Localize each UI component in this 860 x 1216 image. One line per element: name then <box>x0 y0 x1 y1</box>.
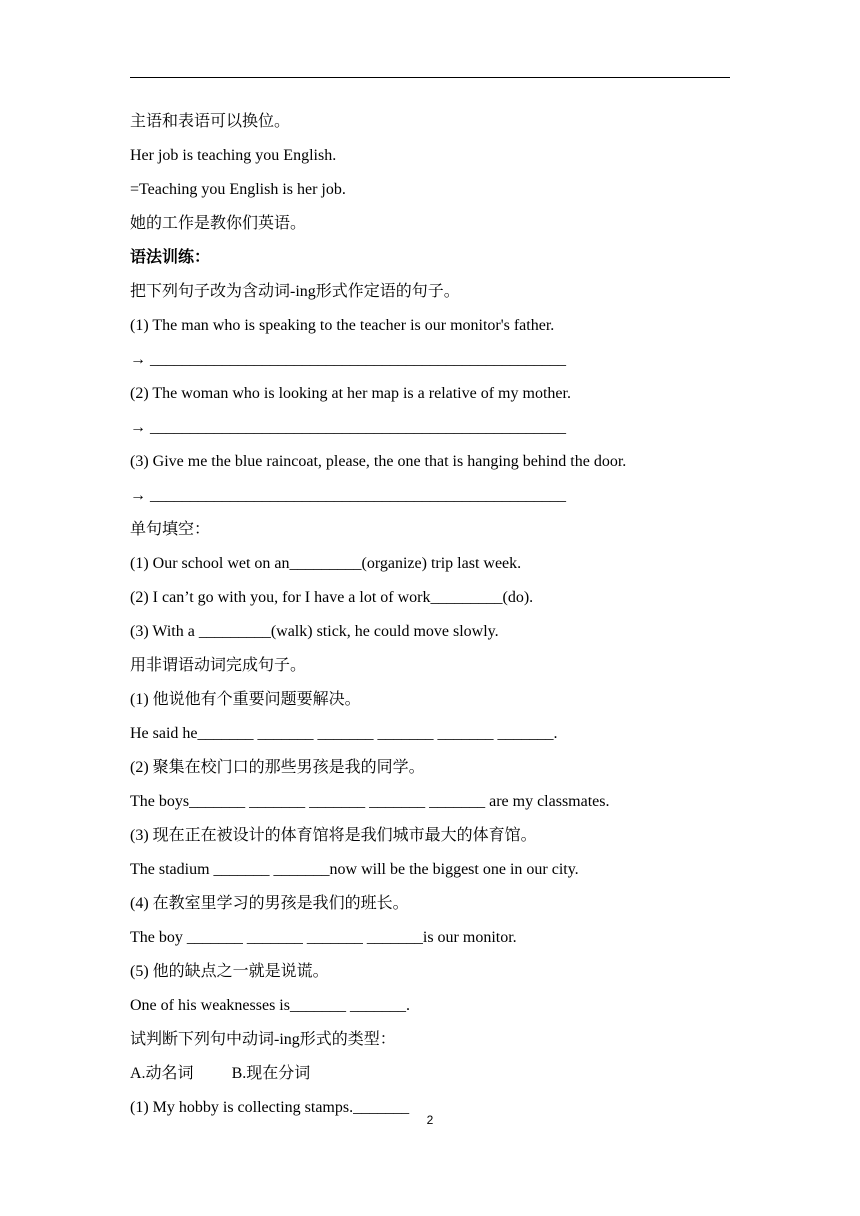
header-rule <box>130 77 730 78</box>
instruction: 把下列句子改为含动词-ing形式作定语的句子。 <box>130 283 460 300</box>
page-body <box>130 108 730 1128</box>
option-b: B.现在分词 <box>231 1065 311 1082</box>
section-heading: 语法训练： <box>130 249 211 266</box>
section-heading: 试判断下列句中动词-ing形式的类型： <box>130 1031 396 1048</box>
exercise-item: One of his weaknesses is_______ _______. <box>130 997 410 1014</box>
exercise-item: The boy _______ _______ _______ _______is our monitor. <box>130 929 517 946</box>
exercise-item: The stadium _______ _______now will be the biggest one in our city. <box>130 861 579 878</box>
exercise-item: The boys_______ _______ _______ _______ _______ are my classmates. <box>130 793 610 810</box>
exercise-item: (1) Our school wet on an_________(organize) trip last week. <box>130 555 522 572</box>
exercise-item: (1) The man who is speaking to the teacher is our monitor's father. <box>130 317 555 334</box>
answer-line: → ____________________________________________________ <box>130 351 566 368</box>
exercise-item: (2) The woman who is looking at her map is a relative of my mother. <box>130 385 571 402</box>
section-heading: 用非谓语动词完成句子。 <box>130 657 307 674</box>
option-a: A.动名词 <box>130 1065 194 1082</box>
answer-line: → ____________________________________________________ <box>130 419 566 436</box>
text-line: 她的工作是教你们英语。 <box>130 215 307 232</box>
exercise-item: (2) I can’t go with you, for I have a lot of work_________(do). <box>130 589 534 606</box>
text-line: 主语和表语可以换位。 <box>130 113 291 130</box>
exercise-prompt: (4) 在教室里学习的男孩是我们的班长。 <box>130 895 409 912</box>
example-sentence: =Teaching you English is her job. <box>130 181 346 198</box>
exercise-prompt: (3) 现在正在被设计的体育馆将是我们城市最大的体育馆。 <box>130 827 537 844</box>
exercise-prompt: (1) 他说他有个重要问题要解决。 <box>130 691 361 708</box>
page-number: 2 <box>426 1113 434 1127</box>
exercise-item: (1) My hobby is collecting stamps._______ <box>130 1099 410 1116</box>
exercise-prompt: (2) 聚集在校门口的那些男孩是我的同学。 <box>130 759 425 776</box>
example-sentence: Her job is teaching you English. <box>130 147 337 164</box>
exercise-item: (3) Give me the blue raincoat, please, the one that is hanging behind the door. <box>130 453 627 470</box>
section-heading: 单句填空： <box>130 521 211 538</box>
exercise-prompt: (5) 他的缺点之一就是说谎。 <box>130 963 329 980</box>
options-line <box>130 1060 730 1094</box>
answer-line: → ____________________________________________________ <box>130 487 566 504</box>
exercise-item: He said he_______ _______ _______ _______ _______ _______. <box>130 725 558 742</box>
exercise-item: (3) With a _________(walk) stick, he could move slowly. <box>130 623 499 640</box>
